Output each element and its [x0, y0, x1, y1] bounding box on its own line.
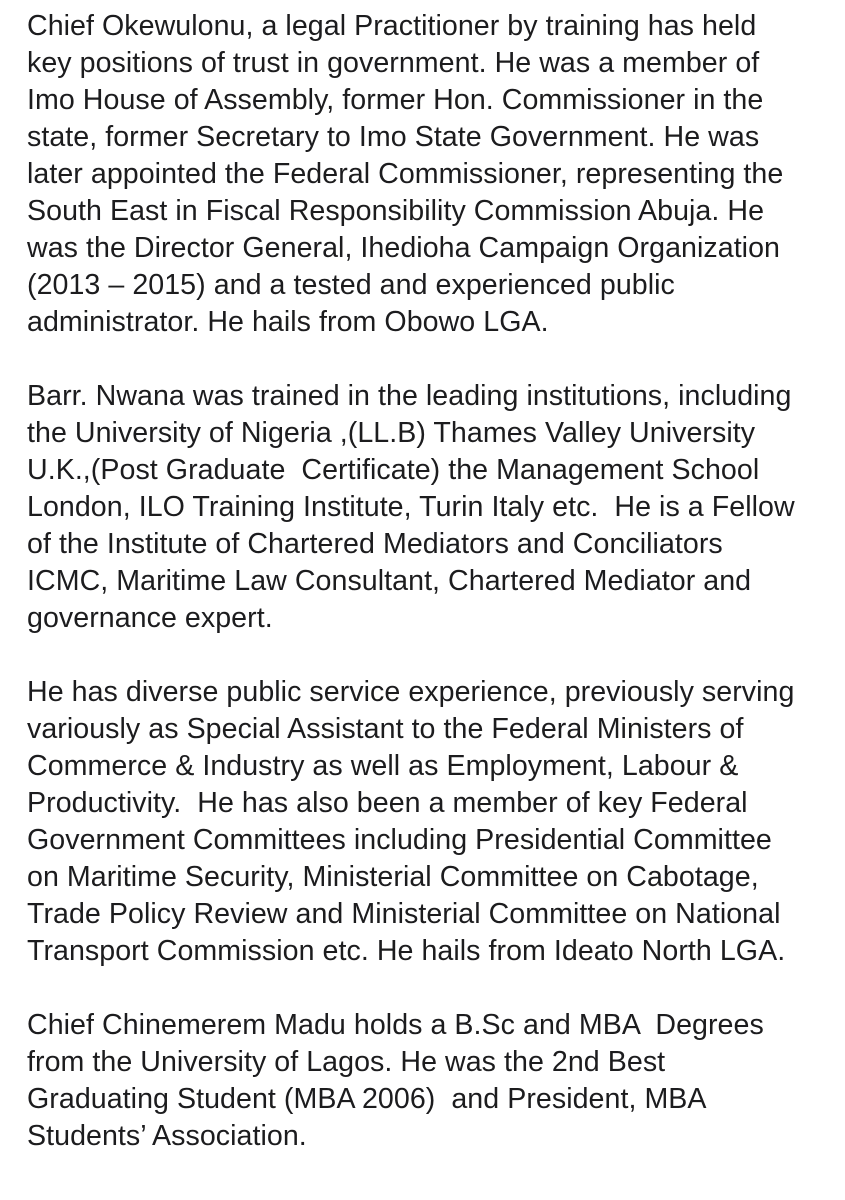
- text-line: later appointed the Federal Commissioner, representing the: [27, 158, 784, 190]
- paragraph-madu: [27, 1007, 842, 1155]
- text-line: the University of Nigeria ,(LL.B) Thames Valley University: [27, 417, 756, 449]
- text-line: on Maritime Security, Ministerial Committee on Cabotage,: [27, 861, 759, 893]
- text-line: Chief Chinemerem Madu holds a B.Sc and MBA Degrees: [27, 1009, 764, 1041]
- text-line: Trade Policy Review and Ministerial Committee on National: [27, 898, 781, 930]
- text-line: Government Committees including Presidential Committee: [27, 824, 772, 856]
- text-line: state, former Secretary to Imo State Government. He was: [27, 121, 760, 153]
- text-line: Graduating Student (MBA 2006) and President, MBA: [27, 1083, 707, 1115]
- paragraph-nwana: [27, 378, 842, 637]
- text-line: from the University of Lagos. He was the 2nd Best: [27, 1046, 666, 1078]
- paragraph-public-service: [27, 674, 842, 970]
- text-line: U.K.,(Post Graduate Certificate) the Management School: [27, 454, 760, 486]
- text-line: Imo House of Assembly, former Hon. Commissioner in the: [27, 84, 764, 116]
- text-line: Transport Commission etc. He hails from Ideato North LGA.: [27, 935, 786, 967]
- text-line: was the Director General, Ihedioha Campaign Organization: [27, 232, 780, 264]
- text-line: variously as Special Assistant to the Federal Ministers of: [27, 713, 744, 745]
- text-line: London, ILO Training Institute, Turin Italy etc. He is a Fellow: [27, 491, 795, 523]
- text-line: He has diverse public service experience, previously serving: [27, 676, 795, 708]
- text-line: governance expert.: [27, 602, 273, 634]
- text-line: administrator. He hails from Obowo LGA.: [27, 306, 549, 338]
- text-line: Commerce & Industry as well as Employment, Labour &: [27, 750, 739, 782]
- text-line: Productivity. He has also been a member of key Federal: [27, 787, 748, 819]
- text-line: Barr. Nwana was trained in the leading institutions, including: [27, 380, 792, 412]
- text-line: South East in Fiscal Responsibility Commission Abuja. He: [27, 195, 765, 227]
- text-line: (2013 – 2015) and a tested and experienced public: [27, 269, 675, 301]
- text-line: ICMC, Maritime Law Consultant, Chartered Mediator and: [27, 565, 752, 597]
- paragraph-okewulonu: [27, 8, 842, 341]
- text-line: Chief Okewulonu, a legal Practitioner by training has held: [27, 10, 757, 42]
- text-line: Students’ Association.: [27, 1120, 307, 1152]
- text-line: key positions of trust in government. He was a member of: [27, 47, 760, 79]
- text-line: of the Institute of Chartered Mediators and Conciliators: [27, 528, 723, 560]
- document-body: [27, 8, 842, 1155]
